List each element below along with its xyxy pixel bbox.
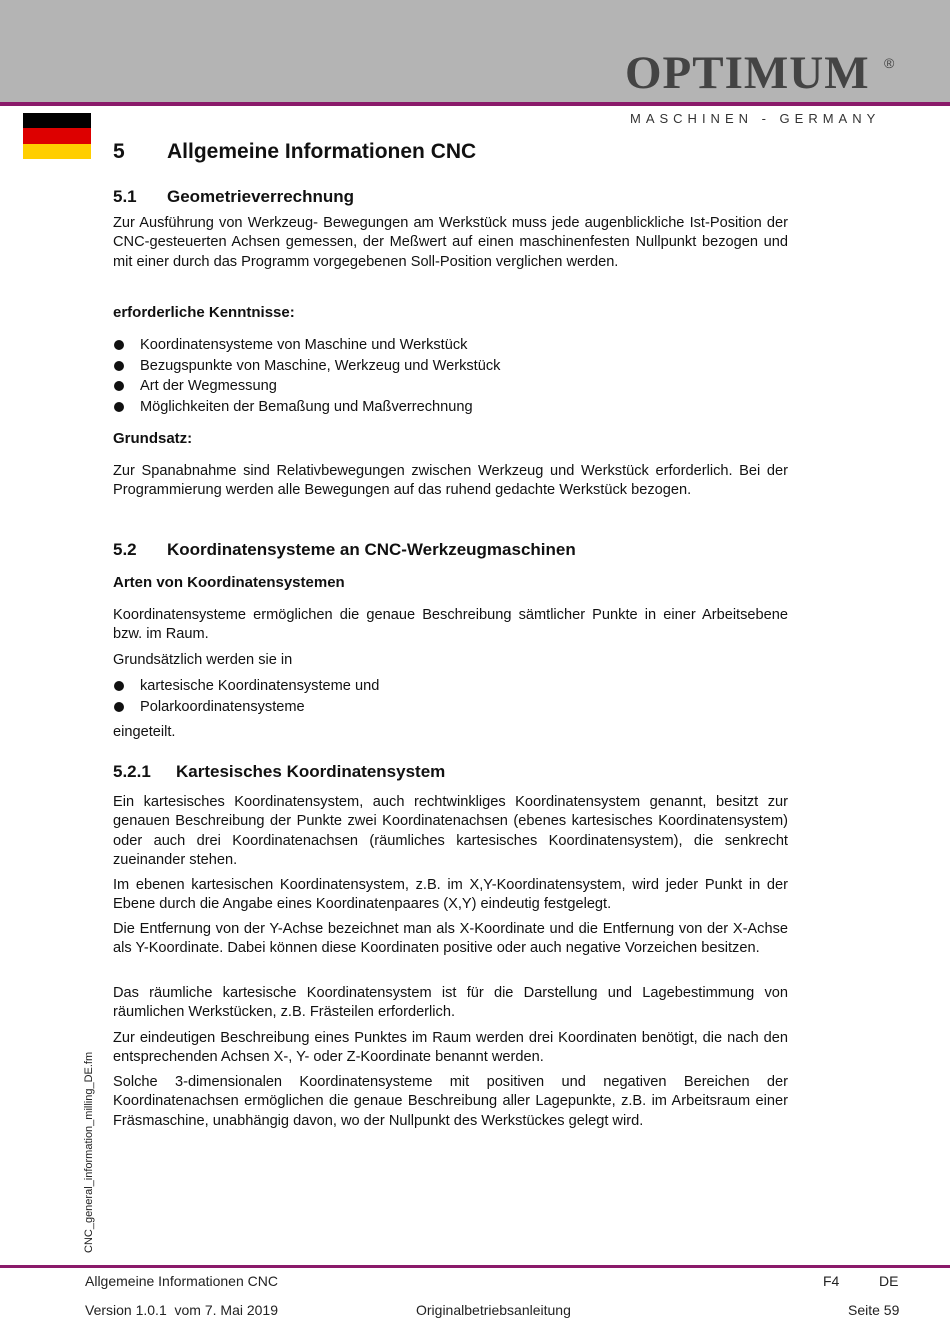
section-number: 5.2 [113, 540, 137, 559]
section-5-heading [113, 140, 788, 164]
section-number: 5.1 [113, 187, 137, 206]
bullet-icon [114, 340, 124, 350]
cartesian-paragraph: Ein kartesisches Koordinatensystem, auch rechtwinkliges Koordinatensystem genannt, besitzt zur genauen Beschreibung der Punkte zwei Koordinatenachsen (ebenes kartesisches Koordinatensystem) oder auch drei Koordinatenachsen (räumliches kartesisches Koordinatensystem), die senkrecht zueinander stehen. [113, 794, 788, 868]
required-knowledge-list [113, 335, 788, 418]
footer-version: Version 1.0.1 vom 7. Mai 2019 [85, 1302, 278, 1318]
section-title: Geometrieverrechnung [167, 187, 355, 206]
list-item: kartesische Koordinatensysteme und [113, 676, 788, 697]
german-flag-icon [23, 113, 91, 159]
classification-intro: Grundsätzlich werden sie in [113, 652, 293, 668]
logo-subtitle: MASCHINEN - GERMANY [630, 111, 881, 126]
list-item: Polarkoordinatensysteme [113, 697, 788, 718]
footer-page-number: Seite 59 [848, 1302, 900, 1318]
bullet-icon [114, 402, 124, 412]
bullet-icon [114, 361, 124, 371]
list-item: Koordinatensysteme von Maschine und Werkstück [113, 335, 788, 356]
coordinate-types-heading: Arten von Koordinatensystemen [113, 574, 345, 591]
header-divider [0, 102, 950, 106]
section-5-2-1-heading [113, 762, 788, 782]
section-number: 5 [113, 140, 125, 163]
cartesian-paragraph: Das räumliche kartesische Koordinatensystem ist für die Darstellung und Lagebestimmung von räumlichen Werkstücken, z.B. Frästeilen erforderlich. [113, 985, 788, 1021]
principle-paragraph: Zur Spanabnahme sind Relativbewegungen zwischen Werkzeug und Werkstück erforderlich. Bei der Programmierung werden alle Bewegungen auf das ruhend gedachte Werkstück bezogen. [113, 463, 788, 499]
registered-mark: ® [884, 55, 895, 71]
footer-divider [0, 1265, 950, 1268]
principle-heading: Grundsatz: [113, 430, 193, 447]
coordinate-system-types-list [113, 676, 788, 717]
footer-doc-title: Allgemeine Informationen CNC [85, 1273, 278, 1289]
bullet-icon [114, 681, 124, 691]
bullet-icon [114, 381, 124, 391]
cartesian-paragraph: Solche 3-dimensionalen Koordinatensysteme mit positiven und negativen Bereichen der Koordinatenachsen ermöglichen die genaue Beschreibung aller Lagepunkte, z.B. im Arbeitsraum einer Fräsmaschine, unabhängig davon, wo der Nullpunkt des Werkstückes gelegt wird. [113, 1074, 788, 1129]
cartesian-paragraph: Im ebenen kartesischen Koordinatensystem, z.B. im X,Y-Koordinatensystem, wird jeder Punkt in der Ebene durch die Angabe eines Koordinatenpaares (X,Y) eindeutig festgelegt. [113, 877, 788, 913]
footer-doc-type: Originalbetriebsanleitung [416, 1302, 571, 1318]
section-5-2-heading [113, 540, 788, 560]
classification-outro: eingeteilt. [113, 724, 176, 740]
section-title: Kartesisches Koordinatensystem [176, 762, 446, 781]
section-number: 5.2.1 [113, 762, 151, 781]
bullet-icon [114, 702, 124, 712]
coordinate-types-paragraph: Koordinatensysteme ermöglichen die genaue Beschreibung sämtlicher Punkte in einer Arbeitsebene bzw. im Raum. [113, 607, 788, 643]
cartesian-paragraph: Die Entfernung von der Y-Achse bezeichnet man als X-Koordinate und die Entfernung von der X-Achse als Y-Koordinate. Dabei können diese Koordinaten positive oder auch negative Vorzeichen besitzen. [113, 921, 788, 957]
section-5-1-heading [113, 187, 788, 207]
side-filename: CNC_general_information_milling_DE.fm [83, 1051, 95, 1253]
footer-code: F4 [823, 1273, 840, 1289]
required-knowledge-heading: erforderliche Kenntnisse: [113, 304, 295, 321]
section-title: Allgemeine Informationen CNC [167, 140, 477, 163]
list-item: Bezugspunkte von Maschine, Werkzeug und Werkstück [113, 356, 788, 377]
section-title: Koordinatensysteme an CNC-Werkzeugmaschinen [167, 540, 576, 559]
list-item: Art der Wegmessung [113, 376, 788, 397]
geometry-paragraph: Zur Ausführung von Werkzeug- Bewegungen am Werkstück muss jede augenblickliche Ist-Position der CNC-gesteuerten Achsen gemessen, der Meßwert auf einen maschinenfesten Nullpunkt bezogen und mit einer durch das Programm vorgegebenen Soll-Position verglichen werden. [113, 215, 788, 270]
cartesian-paragraph: Zur eindeutigen Beschreibung eines Punktes im Raum werden drei Koordinaten benötigt, die nach den entsprechenden Achsen X-, Y- oder Z-Koordinate benannt werden. [113, 1030, 788, 1066]
footer-language: DE [879, 1273, 899, 1289]
list-item: Möglichkeiten der Bemaßung und Maßverrechnung [113, 397, 788, 418]
optimum-logo: OPTIMUM [625, 47, 870, 99]
